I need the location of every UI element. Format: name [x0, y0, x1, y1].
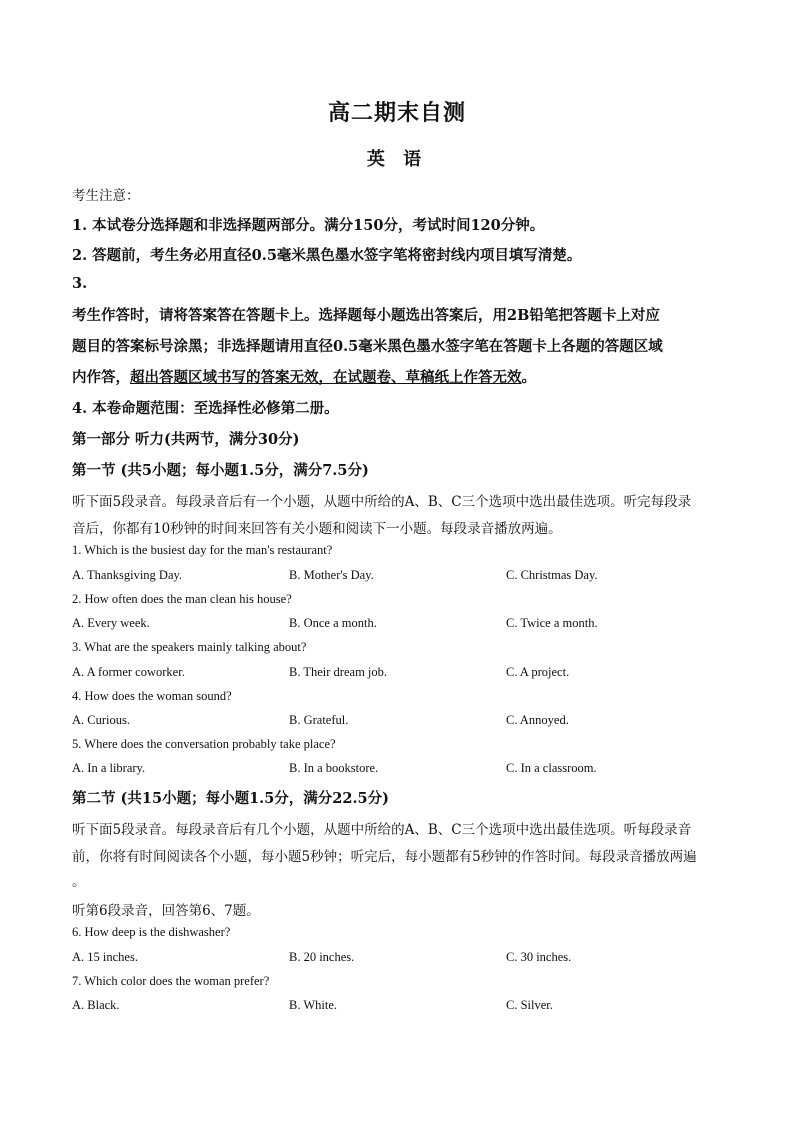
notice-item-1: 1. 本试卷分选择题和非选择题两部分。满分150分，考试时间120分钟。 — [72, 217, 545, 234]
notice-heading: 考生注意： — [72, 188, 140, 204]
notice-item-3-line-2: 题目的答案标号涂黑；非选择题请用直径0.5毫米黑色墨水签字笔在答题卡上各题的答题区域 — [72, 338, 663, 355]
option-c: C. A project. — [506, 665, 570, 679]
question-text: 3. What are the speakers mainly talking about? — [72, 640, 307, 654]
exam-title: 高二期末自测 — [327, 100, 466, 126]
section1-heading: 第一节 (共5小题；每小题1.5分，满分7.5分) — [72, 462, 369, 479]
option-c: C. Silver. — [506, 998, 553, 1012]
option-c: C. 30 inches. — [506, 950, 572, 964]
notice-item-3-line-1: 考生作答时，请将答案答在答题卡上。选择题每小题选出答案后，用2B铅笔把答题卡上对应 — [72, 307, 660, 324]
section2-instruction-line-2: 前，你将有时间阅读各个小题，每小题5秒钟；听完后，每小题都有5秒钟的作答时间。每段录音播放两遍 — [72, 849, 697, 865]
section1-instruction-line-2: 音后，你都有10秒钟的时间来回答有关小题和阅读下一小题。每段录音播放两遍。 — [72, 521, 562, 537]
section2-instruction-line-3: 。 — [72, 874, 86, 890]
notice-item-2: 2. 答题前，考生务必用直径0.5毫米黑色墨水签字笔将密封线内项目填写清楚。 — [72, 247, 582, 264]
option-c: C. Christmas Day. — [506, 568, 598, 582]
option-c: C. Annoyed. — [506, 713, 569, 727]
notice-item-3-end: 。 — [521, 369, 536, 386]
option-b: B. White. — [289, 998, 338, 1012]
option-b: B. Grateful. — [289, 713, 349, 727]
exam-subject: 英 语 — [366, 149, 428, 170]
question-text: 5. Where does the conversation probably take place? — [72, 737, 336, 751]
section1-instruction-line-1: 听下面5段录音。每段录音后有一个小题，从题中所给的A、B、C三个选项中选出最佳选项。听完每段录 — [72, 494, 692, 510]
option-a: A. Every week. — [72, 616, 150, 630]
option-a: A. Thanksgiving Day. — [72, 568, 183, 582]
question-text: 4. How does the woman sound? — [72, 689, 232, 703]
section2-instruction-line-1: 听下面5段录音。每段录音后有几个小题，从题中所给的A、B、C三个选项中选出最佳选项。听每段录音 — [72, 822, 692, 838]
option-b: B. Mother's Day. — [289, 568, 374, 582]
option-c: C. In a classroom. — [506, 761, 597, 775]
question-text: 1. Which is the busiest day for the man's restaurant? — [72, 543, 333, 557]
notice-item-3-number: 3. — [72, 275, 88, 292]
question-text: 2. How often does the man clean his house? — [72, 592, 292, 606]
notice-item-3-underlined: 超出答题区域书写的答案无效，在试题卷、草稿纸上作答无效 — [130, 369, 522, 386]
question-text: 6. How deep is the dishwasher? — [72, 925, 231, 939]
option-a: A. 15 inches. — [72, 950, 138, 964]
option-a: A. Curious. — [72, 713, 130, 727]
notice-item-4: 4. 本卷命题范围：至选择性必修第二册。 — [72, 400, 339, 417]
option-b: B. Once a month. — [289, 616, 377, 630]
part1-heading: 第一部分 听力(共两节，满分30分) — [72, 431, 300, 448]
option-a: A. A former coworker. — [72, 665, 185, 679]
option-a: A. Black. — [72, 998, 120, 1012]
option-b: B. 20 inches. — [289, 950, 355, 964]
notice-item-3-line-3 — [72, 366, 732, 387]
option-a: A. In a library. — [72, 761, 146, 775]
notice-item-3-text: 内作答， — [72, 369, 130, 386]
section2-heading: 第二节 (共15小题；每小题1.5分，满分22.5分) — [72, 790, 389, 807]
question-text: 7. Which color does the woman prefer? — [72, 974, 270, 988]
option-b: B. In a bookstore. — [289, 761, 379, 775]
option-b: B. Their dream job. — [289, 665, 388, 679]
option-c: C. Twice a month. — [506, 616, 598, 630]
section2-sub-instruction: 听第6段录音，回答第6、7题。 — [72, 903, 260, 919]
